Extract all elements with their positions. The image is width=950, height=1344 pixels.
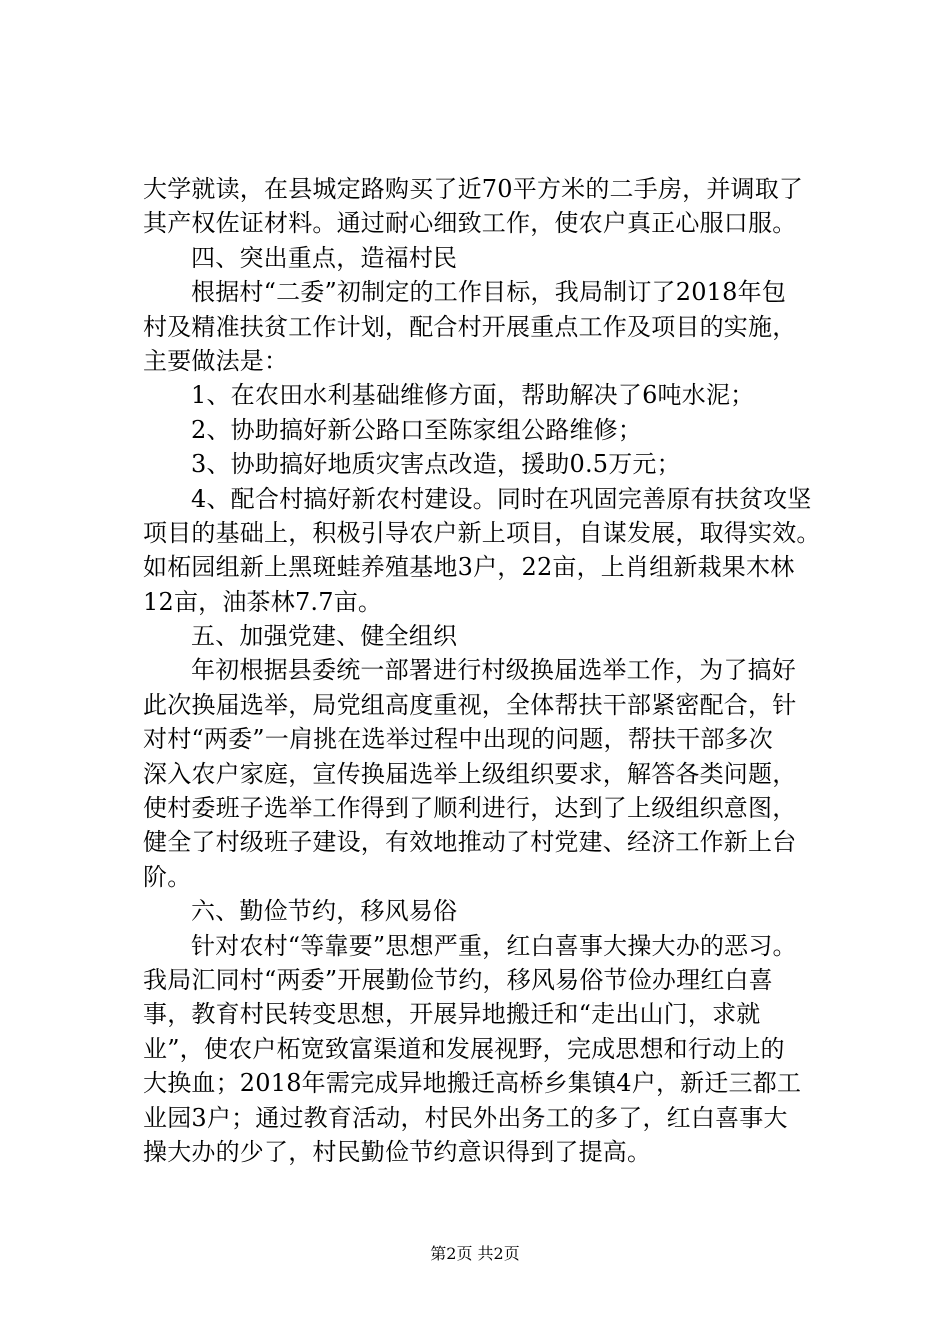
text-line: 业”，使农户柘宽致富渠道和发展视野，完成思想和行动上的 — [143, 1034, 785, 1063]
page-footer: 第2页 共2页 — [430, 1244, 520, 1263]
text-line: 1、在农田水利基础维修方面，帮助解决了6吨水泥； — [191, 381, 755, 410]
text-line: 村及精准扶贫工作计划，配合村开展重点工作及项目的实施， — [143, 312, 797, 341]
text-line: 年初根据县委统一部署进行村级换届选举工作，为了搞好 — [191, 656, 796, 685]
text-line: 如柘园组新上黑斑蛙养殖基地3户，22亩，上肖组新栽果木林 — [143, 553, 795, 582]
text-line: 项目的基础上，积极引导农户新上项目，自谋发展，取得实效。 — [143, 518, 821, 547]
text-line: 其产权佐证材料。通过耐心细致工作，使农户真正心服口服。 — [143, 209, 797, 238]
text-line: 我局汇同村“两委”开展勤俭节约，移风易俗节俭办理红白喜 — [143, 965, 773, 994]
text-line: 主要做法是： — [143, 346, 289, 375]
text-line: 3、协助搞好地质灾害点改造，援助0.5万元； — [191, 450, 681, 479]
text-line: 大换血；2018年需完成异地搬迁高桥乡集镇4户，新迁三都工 — [143, 1069, 802, 1098]
text-line: 阶。 — [143, 862, 192, 891]
text-line: 五、加强党建、健全组织 — [191, 622, 458, 651]
text-line: 4、配合村搞好新农村建设。同时在巩固完善原有扶贫攻坚 — [191, 484, 812, 513]
text-line: 健全了村级班子建设，有效地推动了村党建、经济工作新上台 — [143, 828, 797, 857]
text-line: 深入农户家庭，宣传换届选举上级组织要求，解答各类问题， — [143, 759, 797, 788]
text-line: 使村委班子选举工作得到了顺利进行，达到了上级组织意图， — [143, 794, 797, 823]
text-line: 对村“两委”一肩挑在选举过程中出现的问题，帮扶干部多次 — [143, 725, 773, 754]
text-line: 针对农村“等靠要”思想严重，红白喜事大操大办的恶习。 — [191, 931, 797, 960]
text-line: 操大办的少了，村民勤俭节约意识得到了提高。 — [143, 1137, 652, 1166]
text-line: 根据村“二委”初制定的工作目标，我局制订了2018年包 — [191, 278, 787, 307]
document-body — [143, 172, 823, 1169]
text-line: 此次换届选举，局党组高度重视，全体帮扶干部紧密配合，针 — [143, 690, 797, 719]
text-line: 2、协助搞好新公路口至陈家组公路维修； — [191, 415, 643, 444]
text-line: 六、勤俭节约，移风易俗 — [191, 897, 458, 926]
text-line: 业园3户；通过教育活动，村民外出务工的多了，红白喜事大 — [143, 1103, 788, 1132]
text-line: 12亩，油茶林7.7亩。 — [143, 587, 383, 616]
text-line: 大学就读，在县城定路购买了近70平方米的二手房，并调取了 — [143, 175, 804, 203]
text-line: 四、突出重点，造福村民 — [191, 243, 458, 272]
text-line: 事，教育村民转变思想，开展异地搬迁和“走出山门，求就 — [143, 1000, 761, 1029]
